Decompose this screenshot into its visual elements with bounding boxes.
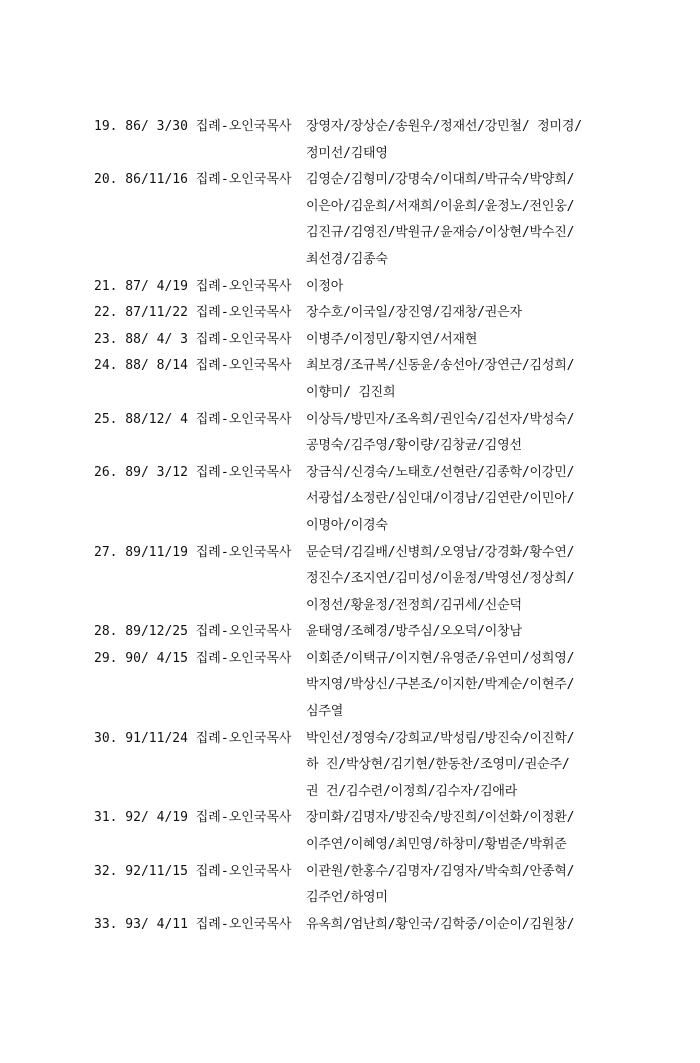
record-entry	[94, 859, 614, 912]
names-line: 권 건/김수련/이정희/김수자/김애라	[306, 783, 518, 799]
record-entry	[94, 726, 614, 806]
record-date-officiant: 26. 89/ 3/12 집례-오인국목사	[94, 464, 292, 480]
record-names	[306, 726, 614, 806]
record-names	[306, 646, 614, 726]
names-line: 이정선/황윤정/전정희/김귀세/신순덕	[306, 597, 522, 613]
record-names	[306, 540, 614, 620]
names-line: 박인선/정영숙/강희교/박성림/방진숙/이진학/	[306, 730, 575, 746]
record-entry	[94, 274, 614, 301]
record-names	[306, 274, 614, 301]
names-line: 최보경/조규복/신동윤/송선아/장연근/김성희/	[306, 358, 575, 374]
names-line: 김주언/하영미	[306, 890, 388, 906]
record-names	[306, 460, 614, 540]
record-entry	[94, 912, 614, 939]
names-line: 최선경/김종숙	[306, 251, 388, 267]
record-names	[306, 805, 614, 858]
names-line: 이명아/이경숙	[306, 517, 388, 533]
names-line: 공명숙/김주영/황이량/김창균/김영선	[306, 438, 522, 454]
names-line: 이회준/이택규/이지현/유영준/유연미/성희영/	[306, 650, 575, 666]
names-line: 정진수/조지연/김미성/이윤정/박영선/정상희/	[306, 571, 575, 587]
record-date-officiant: 21. 87/ 4/19 집례-오인국목사	[94, 278, 292, 294]
record-names	[306, 300, 614, 327]
record-entry	[94, 460, 614, 540]
record-date-officiant: 20. 86/11/16 집례-오인국목사	[94, 172, 292, 188]
record-entry	[94, 114, 614, 167]
record-names	[306, 353, 614, 406]
record-names	[306, 167, 614, 273]
record-entry	[94, 805, 614, 858]
baptism-record-list	[94, 114, 614, 938]
record-entry	[94, 167, 614, 273]
record-names	[306, 327, 614, 354]
names-line: 심주열	[306, 704, 344, 720]
record-date-officiant: 32. 92/11/15 집례-오인국목사	[94, 863, 292, 879]
record-entry	[94, 619, 614, 646]
names-line: 장금식/신경숙/노태호/선현란/김종학/이강민/	[306, 464, 575, 480]
record-date-officiant: 25. 88/12/ 4 집례-오인국목사	[94, 411, 292, 427]
record-entry	[94, 646, 614, 726]
record-names	[306, 619, 614, 646]
names-line: 서광섭/소정란/심인대/이경남/김연란/이민아/	[306, 491, 575, 507]
names-line: 이정아	[306, 278, 344, 294]
record-date-officiant: 33. 93/ 4/11 집례-오인국목사	[94, 916, 292, 932]
record-names	[306, 407, 614, 460]
record-date-officiant: 22. 87/11/22 집례-오인국목사	[94, 305, 292, 321]
record-entry	[94, 353, 614, 406]
names-line: 이향미/ 김진희	[306, 384, 396, 400]
names-line: 장수호/이국일/장진영/김재창/권은자	[306, 305, 522, 321]
record-entry	[94, 327, 614, 354]
record-date-officiant: 24. 88/ 8/14 집례-오인국목사	[94, 358, 292, 374]
record-names	[306, 114, 614, 167]
names-line: 이은아/김운희/서재희/이윤희/윤정노/전인웅/	[306, 198, 575, 214]
record-names	[306, 912, 614, 939]
names-line: 이상득/방민자/조옥희/권인숙/김선자/박성숙/	[306, 411, 575, 427]
record-date-officiant: 31. 92/ 4/19 집례-오인국목사	[94, 810, 292, 826]
record-date-officiant: 27. 89/11/19 집례-오인국목사	[94, 544, 292, 560]
record-date-officiant: 28. 89/12/25 집례-오인국목사	[94, 624, 292, 640]
names-line: 정미선/김태영	[306, 145, 388, 161]
names-line: 하 진/박상현/김기현/한동찬/조영미/권순주/	[306, 757, 570, 773]
names-line: 윤태영/조혜경/방주심/오오덕/이창남	[306, 624, 522, 640]
names-line: 김진규/김영진/박원규/윤재승/이상현/박수진/	[306, 225, 575, 241]
names-line: 김영순/김형미/강명숙/이대희/박규숙/박양희/	[306, 172, 575, 188]
record-entry	[94, 540, 614, 620]
record-date-officiant: 19. 86/ 3/30 집례-오인국목사	[94, 119, 292, 134]
names-line: 장미화/김명자/방진숙/방진희/이선화/이정환/	[306, 810, 575, 826]
record-entry	[94, 300, 614, 327]
record-names	[306, 859, 614, 912]
names-line: 이관원/한홍수/김명자/김영자/박숙희/안종혁/	[306, 863, 575, 879]
record-date-officiant: 23. 88/ 4/ 3 집례-오인국목사	[94, 331, 292, 347]
names-line: 이주연/이혜영/최민영/하창미/황범준/박휘준	[306, 837, 567, 853]
record-date-officiant: 30. 91/11/24 집례-오인국목사	[94, 730, 292, 746]
names-line: 장영자/장상순/송원우/정재선/강민철/ 정미경/	[306, 119, 582, 134]
record-entry	[94, 407, 614, 460]
names-line: 박지영/박상신/구본조/이지한/박계순/이현주/	[306, 677, 575, 693]
names-line: 문순덕/김길배/신병희/오영남/강경화/황수연/	[306, 544, 575, 560]
names-line: 유옥희/엄난희/황인국/김학중/이순이/김원창/	[306, 916, 575, 932]
record-date-officiant: 29. 90/ 4/15 집례-오인국목사	[94, 650, 292, 666]
names-line: 이병주/이정민/황지연/서재현	[306, 331, 478, 347]
